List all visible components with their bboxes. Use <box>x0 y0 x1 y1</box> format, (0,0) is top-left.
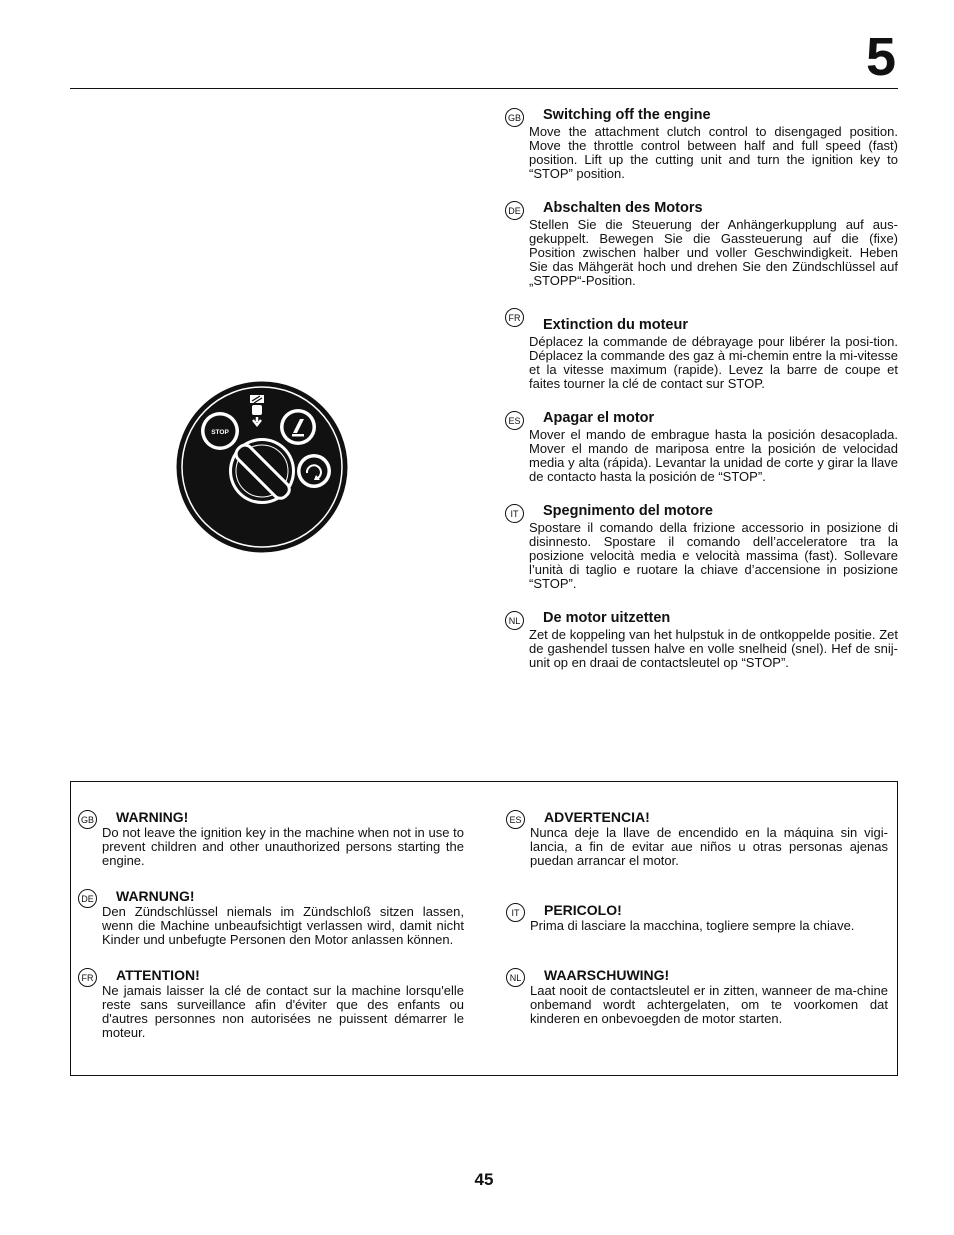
section-title: Switching off the engine <box>543 107 711 123</box>
instructions-column <box>505 107 898 689</box>
section-gb <box>505 107 898 181</box>
lang-badge-fr: FR <box>505 308 524 327</box>
section-body: Stellen Sie die Steuerung der Anhängerkupplung auf aus-gekuppelt. Bewegen Sie die Gassteuerung auf die (fixe) Position zwischen halber und voller Geschwindigkeit. Heben Sie das Mähgerät hoch und drehen Sie den Zündschlüssel auf „STOPP“-Position. <box>529 217 898 288</box>
warning-title: ATTENTION! <box>116 967 200 983</box>
warning-es <box>506 809 888 868</box>
start-position-icon <box>297 454 331 488</box>
warning-fr <box>78 967 464 1040</box>
section-body: Déplacez la commande de débrayage pour libérer la posi-tion. Déplacez la commande des gaz à mi-chemin entre la mi-vitesse et la vitesse maximum (rapide). Levez la barre de coupe et faites tourner la clé de contact sur STOP. <box>529 334 898 391</box>
section-nl <box>505 610 898 670</box>
page-number: 45 <box>474 1170 494 1189</box>
warning-column-left <box>78 809 464 1060</box>
warning-body: Do not leave the ignition key in the machine when not in use to prevent children and other unauthorized persons starting the engine. <box>102 825 464 868</box>
warning-body: Den Zündschlüssel niemals im Zündschloß sitzen lassen, wenn die Machine unbeaufsichtigt verlassen wird, damit nicht Kinder und unbefugte Personen den Motor anlassen können. <box>102 904 464 947</box>
section-title: Apagar el motor <box>543 410 655 426</box>
section-title: Abschalten des Motors <box>543 200 703 216</box>
warning-body: Laat nooit de contactsleutel er in zitten, wanneer de ma-chine onbemand wordt achtergelaten, om te voorkomen dat kinderen en onbevoegden de motor starten. <box>530 983 888 1026</box>
warning-body: Nunca deje la llave de encendido en la máquina sin vigi-lancia, a fin de evitar aue niños u otras personas ajenas puedan arrancar el motor. <box>530 825 888 868</box>
warning-body: Prima di lasciare la macchina, togliere sempre la chiave. <box>530 918 855 933</box>
warning-title: ADVERTENCIA! <box>544 809 650 825</box>
lang-badge-it: IT <box>506 903 525 922</box>
warning-title: PERICOLO! <box>544 902 622 918</box>
warning-title: WARNUNG! <box>116 888 195 904</box>
section-body: Mover el mando de embrague hasta la posición desacoplada. Mover el mando de mariposa entre la posición de velocidad media y alta (rápida). Levantar la unidad de corte y girar la llave de contacto hasta la posición de “STOP”. <box>529 427 898 484</box>
chapter-number: 5 <box>865 27 896 87</box>
section-es <box>505 410 898 484</box>
section-body: Zet de koppeling van het hulpstuk in de ontkoppelde positie. Zet de gashendel tussen halve en volle snelheid (snel). Hef de snij-unit op en draai de contactsleutel op “STOP”. <box>529 627 898 670</box>
section-body: Spostare il comando della frizione accessorio in posizione di disinnesto. Spostare il comando dell’acceleratore tra la posizione velocità media e velocità massima (fast). Sollevare l’unità di taglio e ruotare la chiave d’accensione in posizione “STOP”. <box>529 520 898 591</box>
stop-label: STOP <box>211 429 229 436</box>
lang-badge-it: IT <box>505 504 524 523</box>
lang-badge-gb: GB <box>78 810 97 829</box>
lang-badge-de: DE <box>78 889 97 908</box>
warning-gb <box>78 809 464 868</box>
section-de <box>505 200 898 288</box>
section-fr <box>505 307 898 391</box>
warning-nl <box>506 967 888 1026</box>
header-rule <box>70 88 898 89</box>
warning-title: WAARSCHUWING! <box>544 967 670 983</box>
section-title: De motor uitzetten <box>543 610 671 626</box>
key-cylinder <box>229 438 295 504</box>
warning-title: WARNING! <box>116 809 189 825</box>
lang-badge-es: ES <box>506 810 525 829</box>
section-title: Extinction du moteur <box>543 317 688 333</box>
warning-body: Ne jamais laisser la clé de contact sur la machine lorsqu'elle reste sans surveillance afin d'éviter que des enfants ou d'autres personnes non autorisées ne puissent démarrer le moteur. <box>102 983 464 1040</box>
lang-badge-es: ES <box>505 411 524 430</box>
section-body: Move the attachment clutch control to disengaged position. Move the throttle control between half and full speed (fast) position. Lift up the cutting unit and turn the ignition key to “STOP” position. <box>529 124 898 181</box>
lang-badge-gb: GB <box>505 108 524 127</box>
run-position-icon <box>280 409 316 445</box>
section-it <box>505 503 898 591</box>
warning-column-right <box>506 809 888 1046</box>
lang-badge-nl: NL <box>506 968 525 987</box>
warning-it <box>506 902 888 933</box>
stop-position-icon <box>201 412 239 450</box>
section-title: Spegnimento del motore <box>543 503 713 519</box>
lang-badge-de: DE <box>505 201 524 220</box>
ignition-switch-illustration <box>176 381 348 553</box>
lang-badge-fr: FR <box>78 968 97 987</box>
lang-badge-nl: NL <box>505 611 524 630</box>
warning-box <box>70 781 898 1076</box>
warning-de <box>78 888 464 947</box>
